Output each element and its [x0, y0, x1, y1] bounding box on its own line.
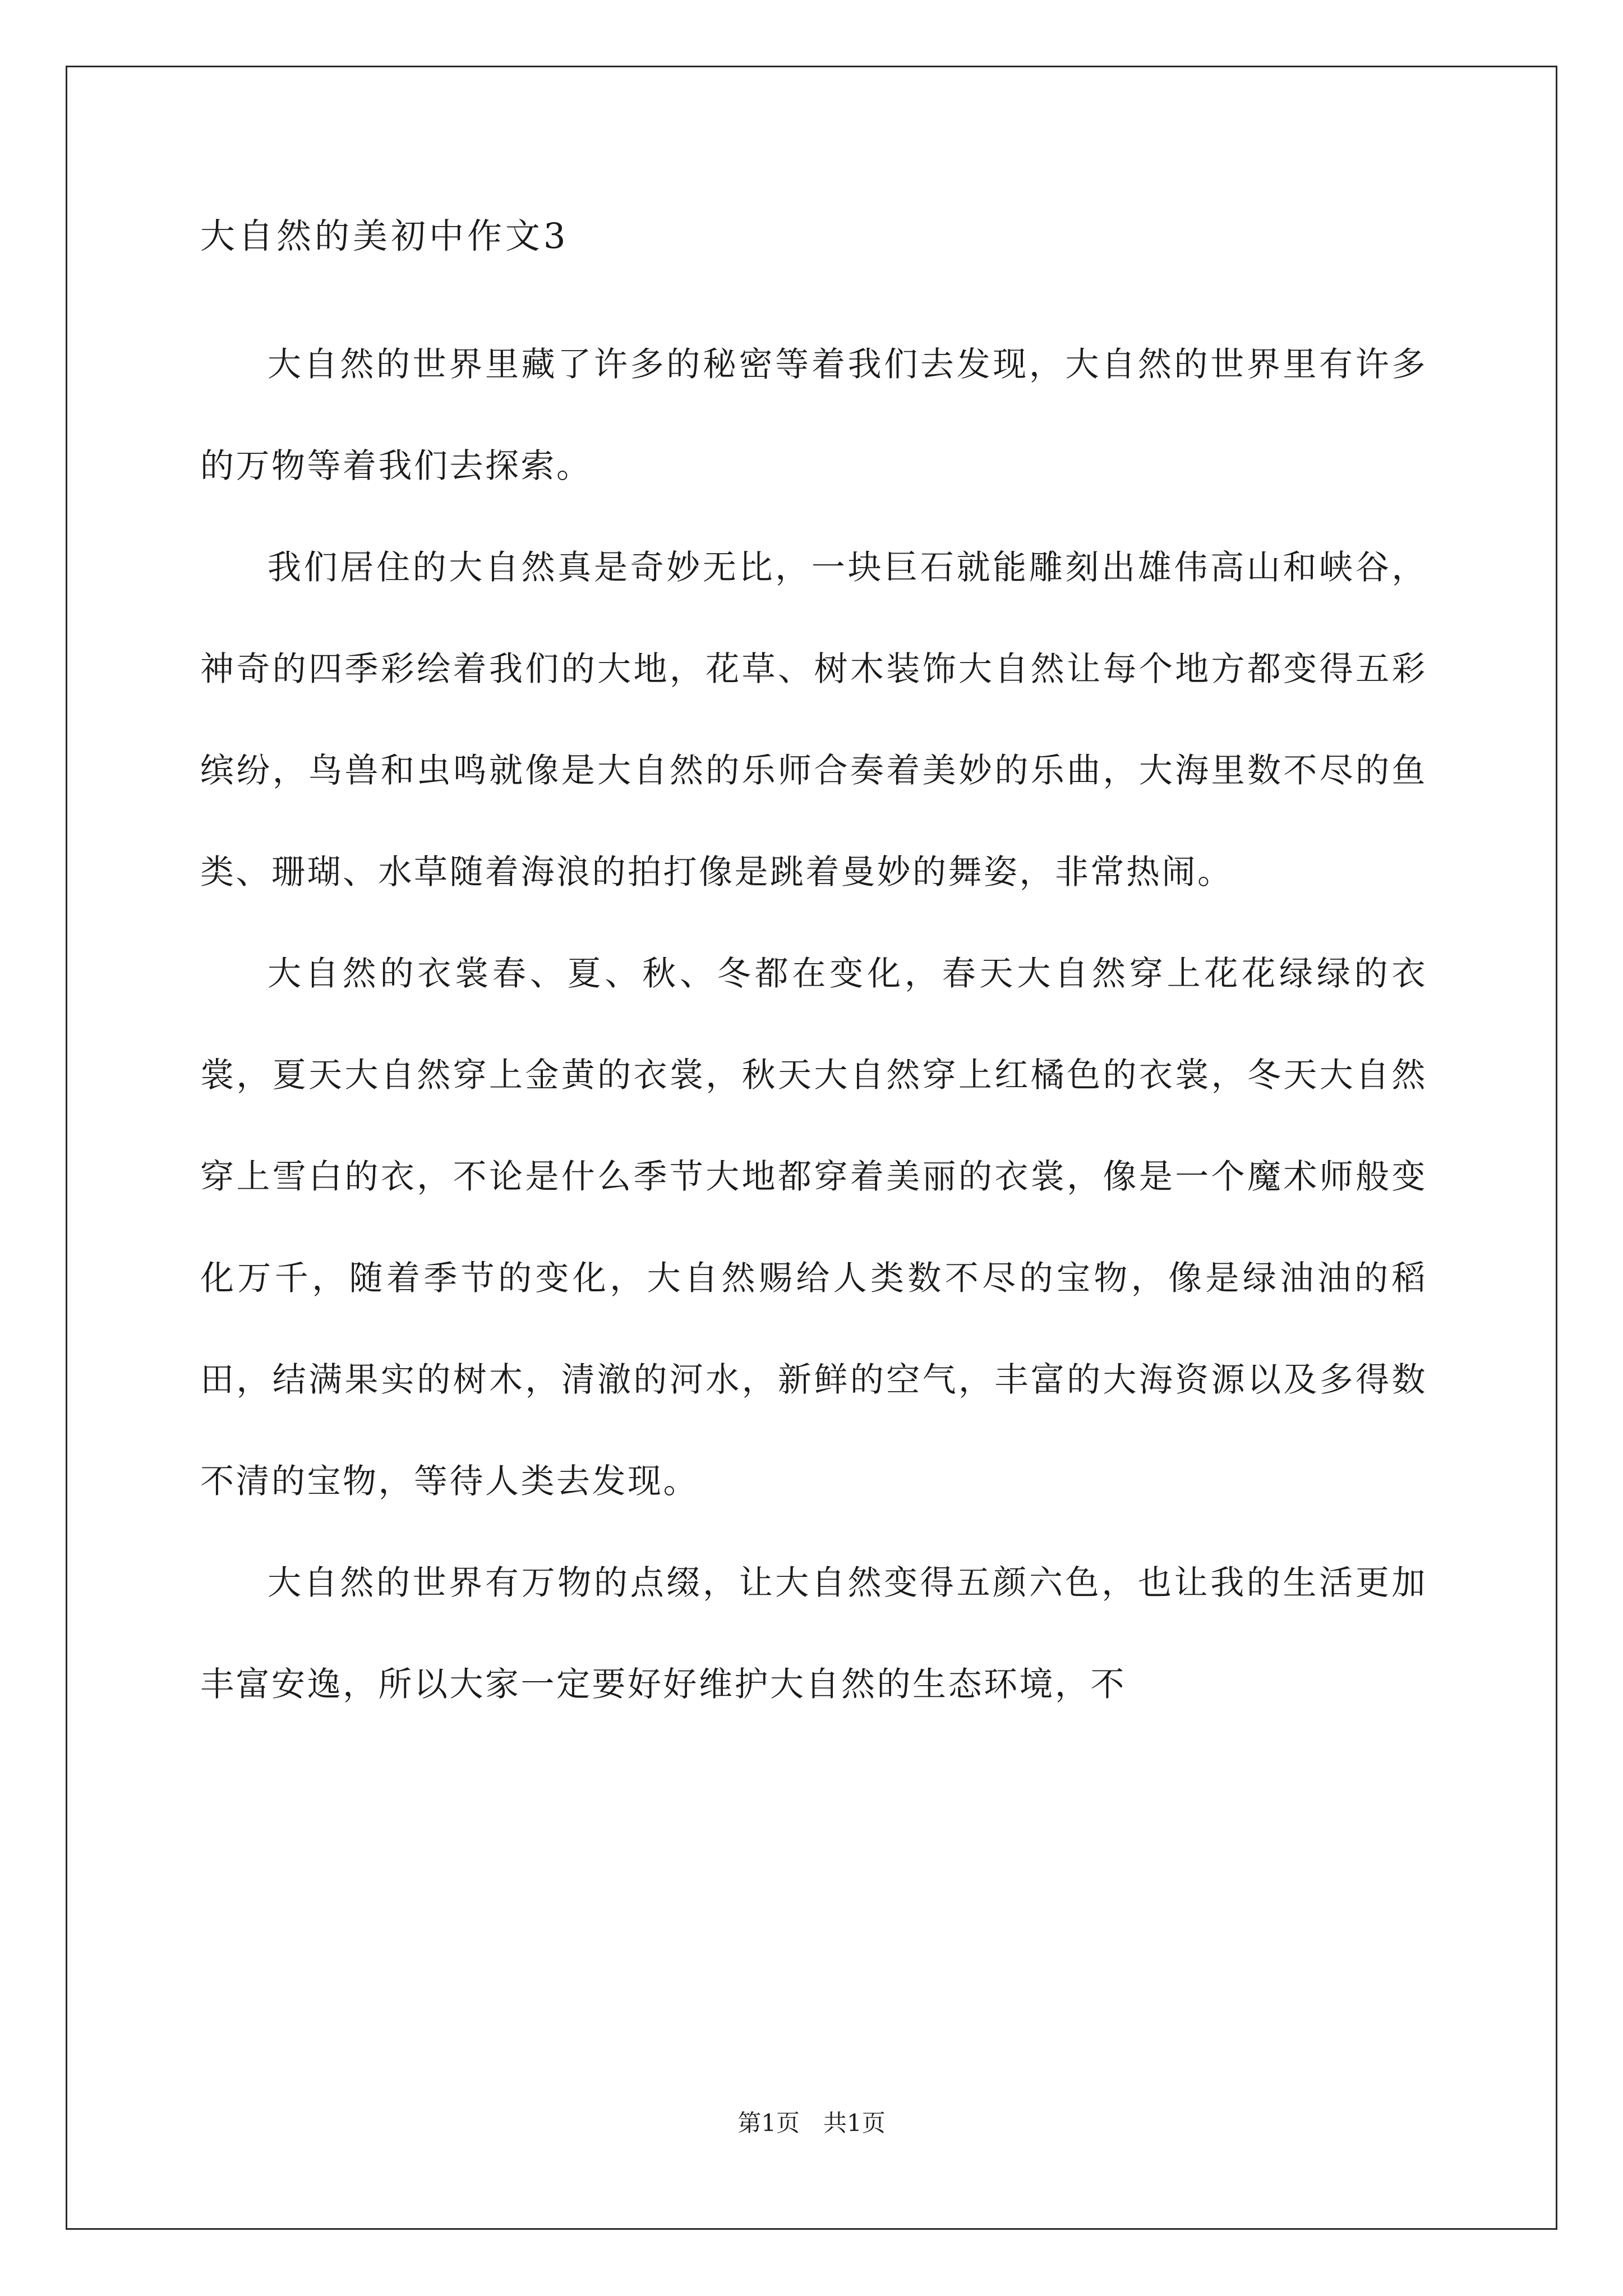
- paragraph: 大自然的世界有万物的点缀，让大自然变得五颜六色，也让我的生活更加丰富安逸，所以大家一定要好好维护大自然的生态环境，不: [200, 1563, 1427, 1704]
- page-number: 第1页 共1页: [737, 2109, 886, 2137]
- document-body: [200, 314, 1427, 1736]
- paragraph: 大自然的衣裳春、夏、秋、冬都在变化，春天大自然穿上花花绿绿的衣裳，夏天大自然穿上金黄的衣裳，秋天大自然穿上红橘色的衣裳，冬天大自然穿上雪白的衣，不论是什么季节大地都穿着美丽的衣裳，像是一个魔术师般变化万千，随着季节的变化，大自然赐给人类数不尽的宝物，像是绿油油的稻田，结满果实的树木，清澈的河水，新鲜的空气，丰富的大海资源以及多得数不清的宝物，等待人类去发现。: [200, 954, 1427, 1501]
- paragraph: 大自然的世界里藏了许多的秘密等着我们去发现，大自然的世界里有许多的万物等着我们去探索。: [200, 345, 1427, 486]
- paragraph: 我们居住的大自然真是奇妙无比，一块巨石就能雕刻出雄伟高山和峡谷，神奇的四季彩绘着我们的大地，花草、树木装饰大自然让每个地方都变得五彩缤纷，鸟兽和虫鸣就像是大自然的乐师合奏着美妙的乐曲，大海里数不尽的鱼类、珊瑚、水草随着海浪的拍打像是跳着曼妙的舞姿，非常热闹。: [200, 548, 1427, 892]
- document-title: 大自然的美初中作文3: [200, 215, 569, 256]
